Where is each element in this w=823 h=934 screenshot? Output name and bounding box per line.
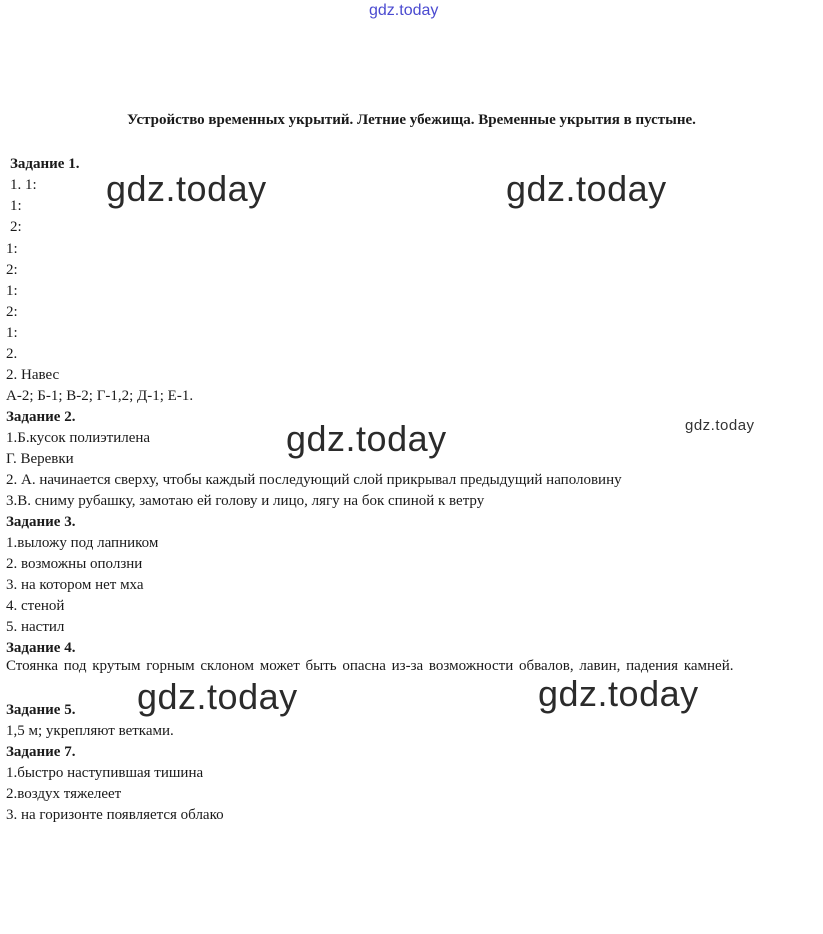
task2-line: 1.Б.кусок полиэтилена bbox=[6, 430, 151, 446]
watermark: gdz.today bbox=[137, 676, 298, 717]
task1-line: 2. bbox=[6, 346, 18, 362]
watermark: gdz.today bbox=[538, 673, 699, 714]
task3-line: 3. на котором нет мха bbox=[6, 577, 144, 593]
task2-line: 2. А. начинается сверху, чтобы каждый последующий слой прикрывал предыдущий наполовину bbox=[6, 472, 622, 488]
task1-line: 1: bbox=[6, 325, 18, 341]
task1-line: 2: bbox=[10, 219, 22, 235]
task2-heading: Задание 2. bbox=[6, 409, 76, 425]
task3-line: 4. стеной bbox=[6, 598, 65, 614]
page-title: Устройство временных укрытий. Летние убежища. Временные укрытия в пустыне. bbox=[127, 112, 696, 128]
task3-line: 5. настил bbox=[6, 619, 65, 635]
task1-line: 1: bbox=[10, 198, 22, 214]
task2-line: Г. Веревки bbox=[6, 451, 74, 467]
watermark: gdz.today bbox=[685, 417, 755, 434]
task1-line: А-2; Б-1; В-2; Г-1,2; Д-1; Е-1. bbox=[6, 388, 194, 404]
task7-line: 2.воздух тяжелеет bbox=[6, 786, 122, 802]
task1-line: 1: bbox=[6, 241, 18, 257]
task3-line: 1.выложу под лапником bbox=[6, 535, 159, 551]
task5-heading: Задание 5. bbox=[6, 702, 76, 718]
task1-line: 1. 1: bbox=[10, 177, 37, 193]
task4-text: Стоянка под крутым горным склоном может быть опасна из-за возможности обвалов, лавин, падения камней. bbox=[6, 658, 734, 674]
task1-heading: Задание 1. bbox=[10, 156, 80, 172]
task7-heading: Задание 7. bbox=[6, 744, 76, 760]
watermark: gdz.today bbox=[506, 168, 667, 209]
task1-line: 1: bbox=[6, 283, 18, 299]
task1-line: 2. Навес bbox=[6, 367, 60, 383]
task3-heading: Задание 3. bbox=[6, 514, 76, 530]
task3-line: 2. возможны оползни bbox=[6, 556, 143, 572]
watermark-top: gdz.today bbox=[369, 2, 439, 19]
task7-line: 1.быстро наступившая тишина bbox=[6, 765, 204, 781]
watermark: gdz.today bbox=[106, 168, 267, 209]
task2-line: 3.В. сниму рубашку, замотаю ей голову и лицо, лягу на бок спиной к ветру bbox=[6, 493, 485, 509]
task4-heading: Задание 4. bbox=[6, 640, 76, 656]
task7-line: 3. на горизонте появляется облако bbox=[6, 807, 224, 823]
watermark: gdz.today bbox=[286, 418, 447, 459]
task1-line: 2: bbox=[6, 262, 18, 278]
task5-text: 1,5 м; укрепляют ветками. bbox=[6, 723, 174, 739]
task1-line: 2: bbox=[6, 304, 18, 320]
